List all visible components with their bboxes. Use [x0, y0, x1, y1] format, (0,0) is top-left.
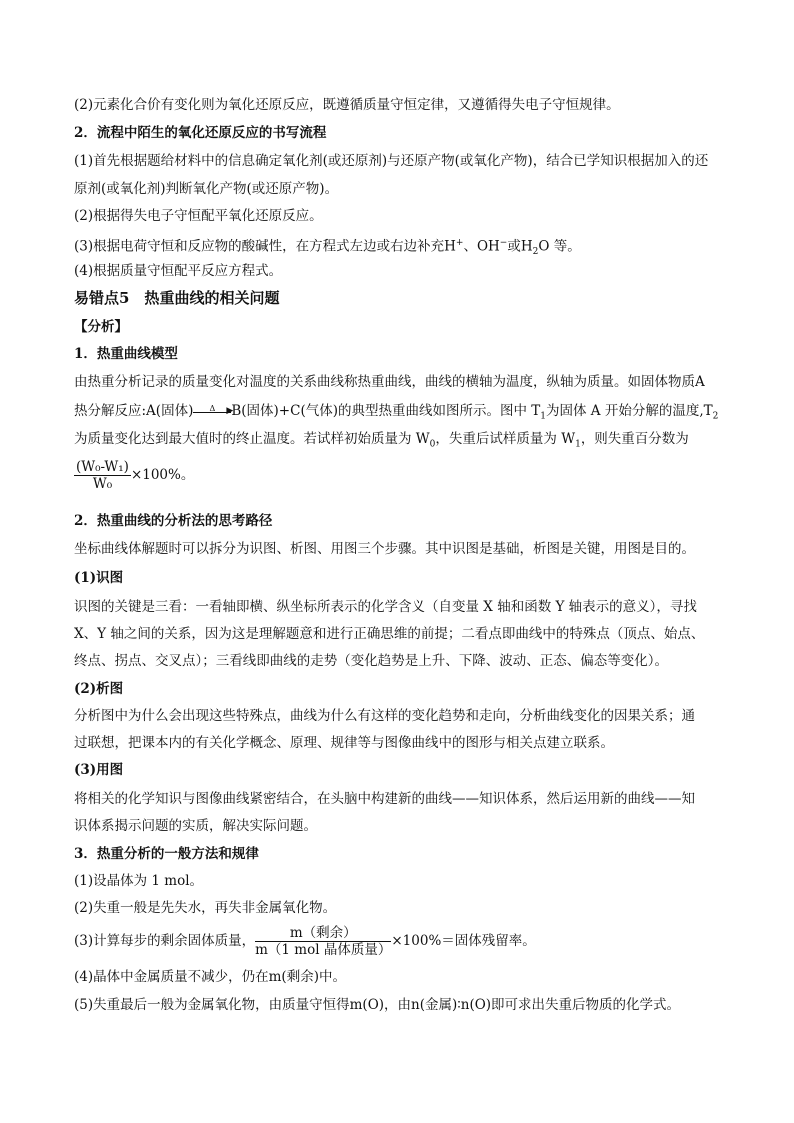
- section-heading: 2．流程中陌生的氧化还原反应的书写流程: [74, 125, 327, 141]
- reaction-arrow-icon: Δ ▶: [193, 411, 231, 413]
- section-heading: 3．热重分析的一般方法和规律: [74, 846, 259, 862]
- text-line: 分析图中为什么会出现这些特殊点，曲线为什么有这样的变化趋势和走向，分析曲线变化的因果关系；通: [74, 708, 695, 724]
- fraction-numerator: m（剩余）: [255, 925, 391, 942]
- text-fragment: 、OH: [463, 238, 500, 255]
- text-fragment: ，则失重百分数为: [580, 431, 689, 447]
- heat-symbol: Δ: [209, 403, 216, 413]
- text-line: [74, 402, 724, 426]
- analysis-label: 【分析】: [74, 319, 128, 335]
- text-fragment: O 等。: [538, 238, 581, 255]
- section-heading: 1．热重曲线模型: [74, 346, 178, 362]
- formula-line: [74, 925, 724, 958]
- text-line: (2)失重一般是先失水，再失非金属氧化物。: [74, 900, 337, 916]
- text-line: (4)晶体中金属质量不减少，仍在m(剩余)中。: [74, 969, 346, 985]
- text-line: 由热重分析记录的质量变化对温度的关系曲线称热重曲线，曲线的横轴为温度，纵轴为质量。如固体物质A: [74, 374, 705, 390]
- text-line: [74, 430, 724, 454]
- text-line: (2)元素化合价有变化则为氧化还原反应，既遵循质量守恒定律，又遵循得失电子守恒规律。: [74, 97, 620, 113]
- fraction: [255, 925, 391, 958]
- text-line: (5)失重最后一般为金属氧化物，由质量守恒得m(O)，由n(金属)∶n(O)即可求出失重后物质的化学式。: [74, 997, 681, 1013]
- superscript: +: [455, 238, 464, 248]
- text-line: 坐标曲线体解题时可以拆分为识图、析图、用图三个步骤。其中识图是基础，析图是关键，用图是目的。: [74, 541, 695, 557]
- subscript: 0: [429, 439, 436, 450]
- subscript: 1: [575, 439, 581, 450]
- text-line: 识图的关键是三看：一看轴即横、纵坐标所表示的化学含义（自变量 X 轴和函数 Y 轴表示的意义），寻找: [74, 599, 697, 615]
- fraction: [74, 459, 131, 492]
- formula-line: [74, 459, 724, 492]
- text-fragment: ×100%＝固体残留率。: [391, 933, 536, 949]
- text-line: 过联想，把课本内的有关化学概念、原理、规律等与图像曲线中的图形与相关点建立联系。: [74, 735, 614, 751]
- fraction-denominator: W₀: [92, 476, 113, 492]
- text-line: (1)设晶体为 1 mol。: [74, 873, 204, 889]
- text-fragment: (3)计算每步的剩余固体质量，: [74, 933, 256, 949]
- text-fragment: ×100%。: [130, 467, 195, 483]
- subscript: 1: [540, 411, 547, 422]
- subscript: 2: [532, 247, 539, 258]
- fraction-denominator: m（1 mol 晶体质量）: [255, 942, 392, 958]
- text-line: 识体系揭示问题的实质，解决实际问题。: [74, 818, 317, 834]
- subscript: 2: [712, 411, 719, 422]
- text-fragment: 为固体 A 开始分解的温度,T: [546, 403, 713, 419]
- text-fragment: (3)根据电荷守恒和反应物的酸碱性，在方程式左边或右边补充H: [74, 238, 456, 255]
- text-line: [74, 234, 724, 261]
- page-title: 易错点5 热重曲线的相关问题: [74, 289, 280, 307]
- text-line: (4)根据质量守恒配平反应方程式。: [74, 263, 283, 279]
- subsection-heading: (1)识图: [74, 570, 124, 586]
- text-fragment: 热分解反应:A(固体): [74, 403, 194, 419]
- fraction-numerator: (W₀-W₁): [76, 459, 129, 475]
- superscript: −: [499, 238, 508, 248]
- text-fragment: 为质量变化达到最大值时的终止温度。若试样初始质量为 W: [74, 431, 430, 447]
- text-fragment: B(固体)+C(气体)的典型热重曲线如图所示。图中 T: [231, 403, 541, 419]
- section-heading: 2．热重曲线的分析法的思考路径: [74, 513, 273, 529]
- subsection-heading: (3)用图: [74, 762, 124, 778]
- text-fragment: ，失重后试样质量为 W: [435, 431, 576, 447]
- text-line: X、Y 轴之间的关系，因为这是理解题意和进行正确思维的前提；二看点即曲线中的特殊点（顶点、始点、: [74, 626, 705, 642]
- text-line: (2)根据得失电子守恒配平氧化还原反应。: [74, 208, 323, 224]
- text-line: 将相关的化学知识与图像曲线紧密结合，在头脑中构建新的曲线——知识体系，然后运用新的曲线——知: [74, 791, 695, 807]
- text-line: (1)首先根据题给材料中的信息确定氧化剂(或还原剂)与还原产物(或氧化产物)，结合已学知识根据加入的还: [74, 153, 709, 169]
- text-fragment: 或H: [507, 238, 533, 255]
- text-line: 终点、拐点、交叉点）；三看线即曲线的走势（变化趋势是上升、下降、波动、正态、偏态等变化）。: [74, 653, 668, 669]
- text-line: 原剂(或氧化剂)判断氧化产物(或还原产物)。: [74, 181, 339, 197]
- subsection-heading: (2)析图: [74, 681, 124, 697]
